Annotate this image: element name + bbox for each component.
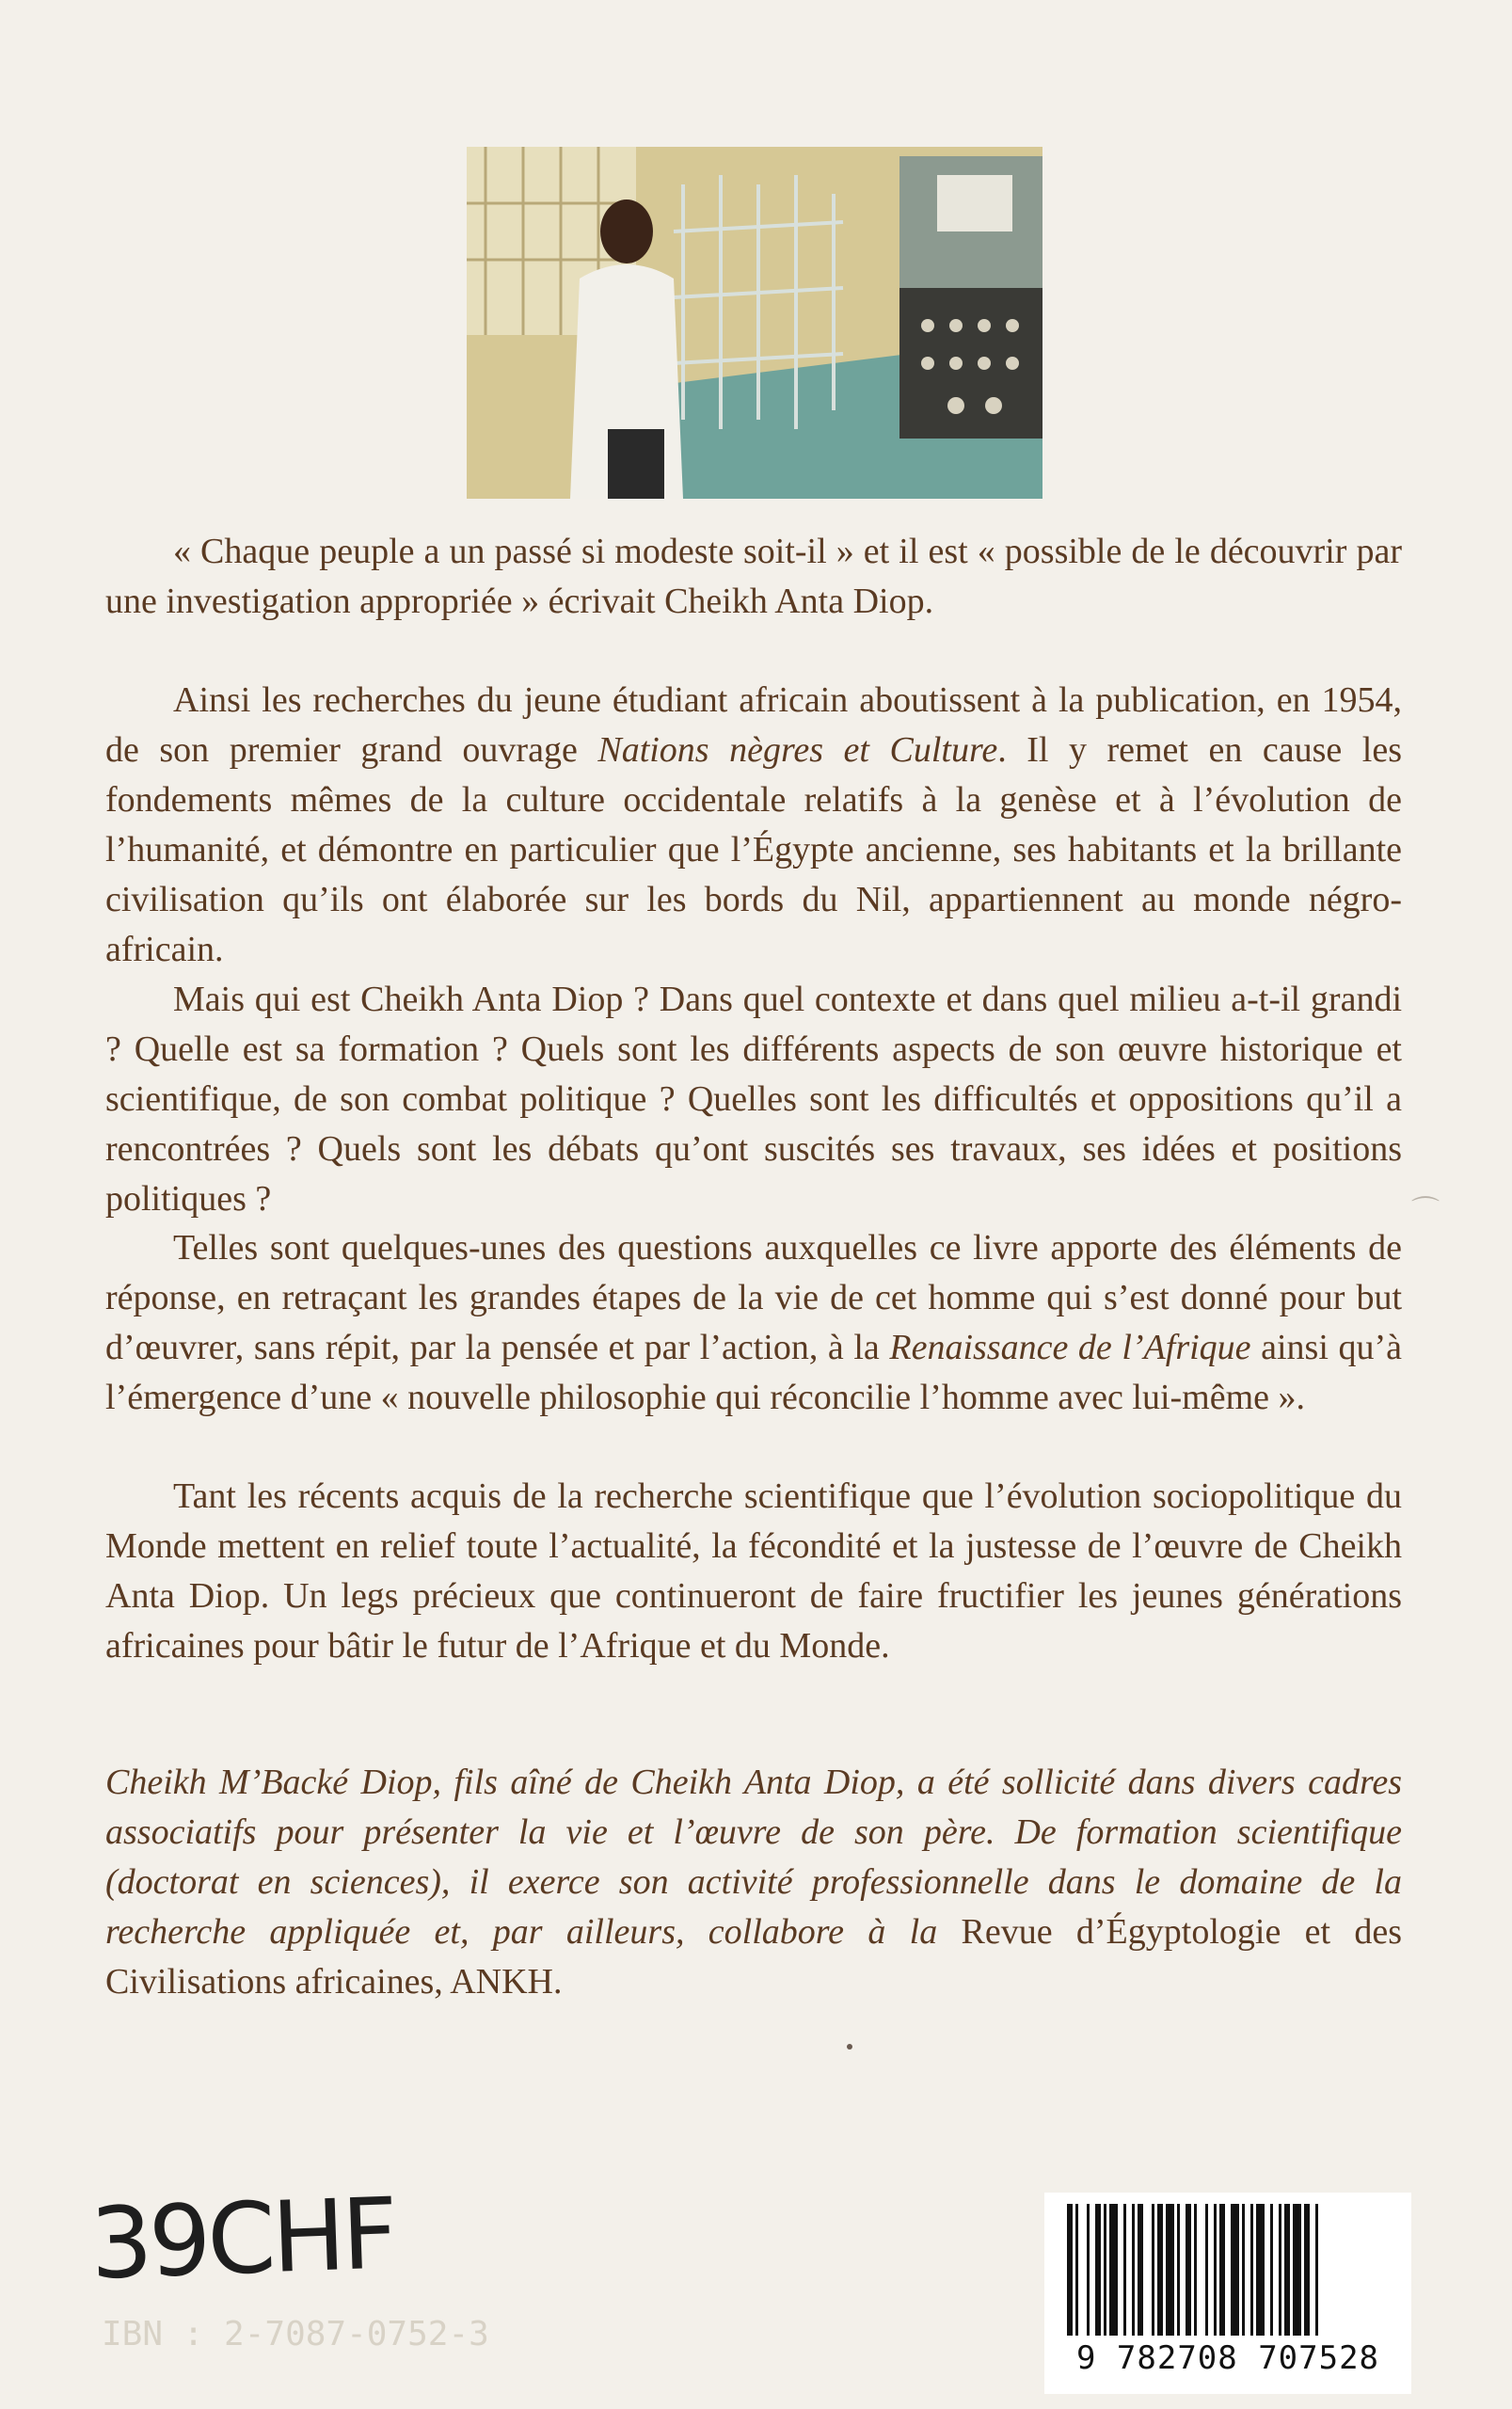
paragraph-text-after: . Il y remet en cause les fondements mêmes de la culture occidentale relatifs à la genèse et à l’évolution de l’humanité, et démontre en particulier que l’Égypte ancienne, ses habitants et la brillante civilisation qu’ils ont élaborée sur les bords du Nil, appartiennent au monde négro-africain. [105,730,1403,969]
barcode-bar [1123,2204,1126,2336]
paragraph-text [105,1223,1402,1423]
barcode-bar [1177,2204,1180,2336]
handwritten-price: 39CHF [88,2176,397,2302]
opening-quote [105,527,1402,627]
cover-photo-laboratory [467,147,1042,499]
barcode-bar [1138,2204,1143,2336]
book-title: Nations nègres et Culture [597,730,998,770]
barcode-bar [1152,2204,1154,2336]
barcode-bar [1250,2204,1253,2336]
author-bio-main: Cheikh M’Backé Diop, fils aîné de Cheikh Anta Diop, a été sollicité dans divers cadres associatifs pour présenter la vie et l’œuvre de son père. De formation scientifique (doctorat en sciences), il exerce son activité professionnelle dans le domaine de la recherche appliquée et, par ailleurs, collabore à la [105,1763,1402,1952]
paragraph-text-before: Ainsi les recherches du jeune étudiant africain aboutissent à la publication, en 1954, de son premier grand ouvrage [105,680,1402,770]
barcode-bar [1132,2204,1135,2336]
paragraph-text [105,676,1402,975]
barcode-bar [1109,2204,1118,2336]
paragraph-questions [105,975,1402,1224]
barcode-bar [1095,2204,1101,2336]
barcode-bar [1104,2204,1106,2336]
barcode-bar [1067,2204,1073,2336]
barcode-bar [1214,2204,1217,2336]
author-bio-text [105,1758,1402,2007]
barcode-bar [1157,2204,1163,2336]
barcode-bar [1293,2204,1301,2336]
journal-title: Revue d’Égyptologie et des Civilisations africaines, ANKH. [105,1912,1403,2002]
paragraph-text: Mais qui est Cheikh Anta Diop ? Dans quel contexte et dans quel milieu a-t-il grandi ? Quelle est sa formation ? Quels sont les différents aspects de son œuvre historique et scientifique, de son combat politique ? Quelles sont les difficultés et oppositions qu’il a rencontrées ? Quels sont les débats qu’ont suscités ses travaux, ses idées et positions politiques ? [105,980,1402,1219]
renaissance-title: Renaissance de l’Afrique [889,1328,1251,1367]
barcode-bar [1231,2204,1239,2336]
barcode-bar [1315,2204,1318,2336]
barcode-bar [1075,2204,1078,2336]
quote-text: « Chaque peuple a un passé si modeste soit-il » et il est « possible de le découvrir par une investigation appropriée » écrivait Cheikh Anta Diop. [105,532,1402,621]
barcode-bar [1186,2204,1191,2336]
paragraph-text-after: ainsi qu’à l’émergence d’une « nouvelle philosophie qui réconcilie l’homme avec lui-même ». [105,1328,1402,1417]
paragraph-text-before: Telles sont quelques-unes des questions auxquelles ce livre apporte des éléments de réponse, en retraçant les grandes étapes de la vie de cet homme qui s’est donné pour but d’œuvrer, sans répit, par la pensée et par l’action, à la [105,1228,1402,1367]
barcode-bar [1284,2204,1290,2336]
barcode-bar [1242,2204,1245,2336]
barcode-bar [1279,2204,1281,2336]
barcode-bar [1256,2204,1265,2336]
paragraph-book-purpose [105,1223,1402,1423]
barcode-bar [1304,2204,1310,2336]
print-mark: ⌒ [1411,1195,1440,1228]
barcode-bars [1067,2204,1389,2336]
barcode-bar [1166,2204,1174,2336]
barcode-bar [1205,2204,1208,2336]
barcode-bar [1087,2204,1090,2336]
isbn-faint-text: IBN : 2-7087-0752-3 [102,2315,489,2353]
paragraph-publication [105,676,1402,975]
isbn-barcode [1044,2193,1411,2394]
paragraph-text: Tant les récents acquis de la recherche scientifique que l’évolution sociopolitique du Monde mettent en relief toute l’actualité, la fécondité et la justesse de l’œuvre de Cheikh Anta Diop. Un legs précieux que continueront de faire fructifier les jeunes générations africaines pour bâtir le futur de l’Afrique et du Monde. [105,1476,1402,1666]
barcode-bar [1270,2204,1273,2336]
barcode-number: 9 782708 707528 [1075,2339,1380,2377]
paragraph-legacy [105,1472,1402,1671]
print-speck [847,2044,852,2050]
author-bio [105,1758,1402,2007]
barcode-bar [1194,2204,1197,2336]
barcode-bar [1219,2204,1225,2336]
